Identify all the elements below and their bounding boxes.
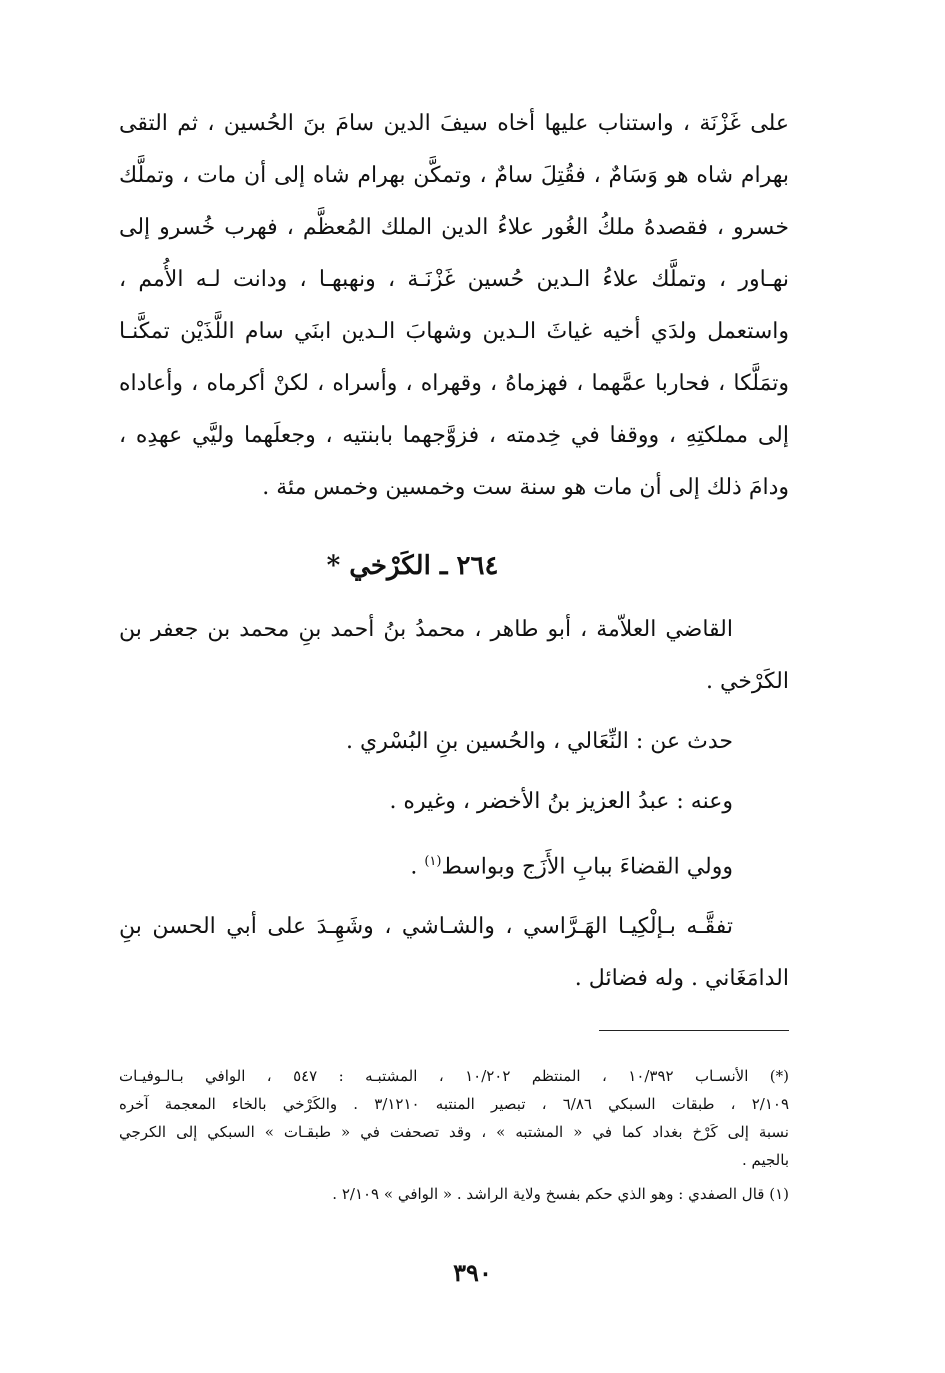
office-line	[119, 836, 789, 893]
footnote-sources-line: نسبة إلى كَرْخ بغداد كما في « المشتبه » ، وقد تصحفت في « طبقـات » السبكي إلى الكرجي	[119, 1123, 789, 1141]
entry-name-line: القاضي العلاّمة ، أبو طاهر ، محمدُ بنُ أحمد بنِ محمد بن جعفر بن	[119, 617, 733, 642]
paragraph-line: ودامَ ذلك إلى أن مات هو سنة ست وخمسين وخمس مئة .	[262, 475, 789, 500]
footnote-sources-line: ٢/١٠٩ ، طبقات السبكي ٦/٨٦ ، تبصير المنتبه ٣/١٢١٠ . والكَرْخي بالخاء المعجمة آخره	[119, 1095, 789, 1113]
paragraph-line: على غَزْنَة ، واستناب عليها أخاه سيفَ الدين سامَ بنَ الحُسين ، ثم التقى	[119, 111, 789, 136]
narrators-line: وعنه : عبدُ العزيز بنُ الأخضر ، وغيره .	[389, 789, 733, 814]
footnotes	[119, 1062, 789, 1208]
office-text: وولي القضاءَ ببابِ الأَزَج وبواسط	[441, 854, 733, 880]
heard-from-line: حدث عن : النِّعَالي ، والحُسين بنِ البُسْري .	[346, 729, 733, 754]
page-number: ٣٩٠	[453, 1258, 492, 1287]
footnote-sources-line: (*) الأنسـاب ١٠/٣٩٢ ، المنتظم ١٠/٢٠٢ ، المشتبـه : ٥٤٧ ، الوافي بـالـوفيـات	[119, 1067, 790, 1085]
paragraph-line: واستعمل ولدَي أخيه غياثَ الـدين وشهابَ الـدين ابنَي سام اللَّذَيْن تمكَّنـا	[119, 319, 789, 344]
footnote-1: (١) قال الصفدي : وهو الذي حكم بفسخ ولاية الراشد . « الوافي » ٢/١٠٩ .	[332, 1185, 789, 1203]
paragraph-line: خسرو ، فقصدهُ ملكُ الغُور علاءُ الدين الملك المُعظَّم ، فهرب خُسرو إلى	[119, 215, 789, 240]
paragraph-line: إلى مملكتِهِ ، ووقفا في خِدمته ، فزوَّجهما بابنتيه ، وجعلَهما وليَّي عهدِه ،	[119, 423, 789, 448]
paragraph-line: وتمَلَّكا ، فحاربا عمَّهما ، فهزماهُ ، وقهراه ، وأسراه ، لكنْ أكرماه ، وأعاداه	[119, 371, 789, 396]
footnote-sources-line: بالجيم .	[741, 1151, 789, 1169]
spacer	[119, 708, 789, 716]
spacer	[119, 768, 789, 776]
spacer	[119, 828, 789, 836]
paragraph-line: بهرام شاه هو وَسَامٌ ، فقُتِلَ سامٌ ، وتمكَّن بهرام شاه إلى أن مات ، وتملَّك	[119, 163, 789, 188]
continuation-paragraph	[119, 98, 789, 514]
paragraph-line: نهـاور ، وتملَّك علاءُ الـدين حُسين غَزْنَـة ، ونهبهـا ، ودانت لـه الأُمم ،	[119, 267, 789, 292]
office-end: .	[410, 854, 425, 880]
footnote-ref[interactable]: (١)	[424, 854, 442, 869]
spacer	[119, 893, 789, 901]
study-line: الدامَغَاني . وله فضائل .	[574, 966, 789, 992]
entry-body	[119, 604, 789, 1005]
study-line: تفقَّـه بـإلْكِيـا الهَـرَّاسي ، والشـاشي ، وشَهِـدَ على أبي الحسن بنِ	[119, 914, 733, 940]
entry-name-line: الكَرْخي .	[705, 669, 789, 694]
entry-heading: ٢٦٤ ـ الكَرْخي *	[326, 551, 499, 581]
footnote-divider	[599, 1030, 789, 1031]
